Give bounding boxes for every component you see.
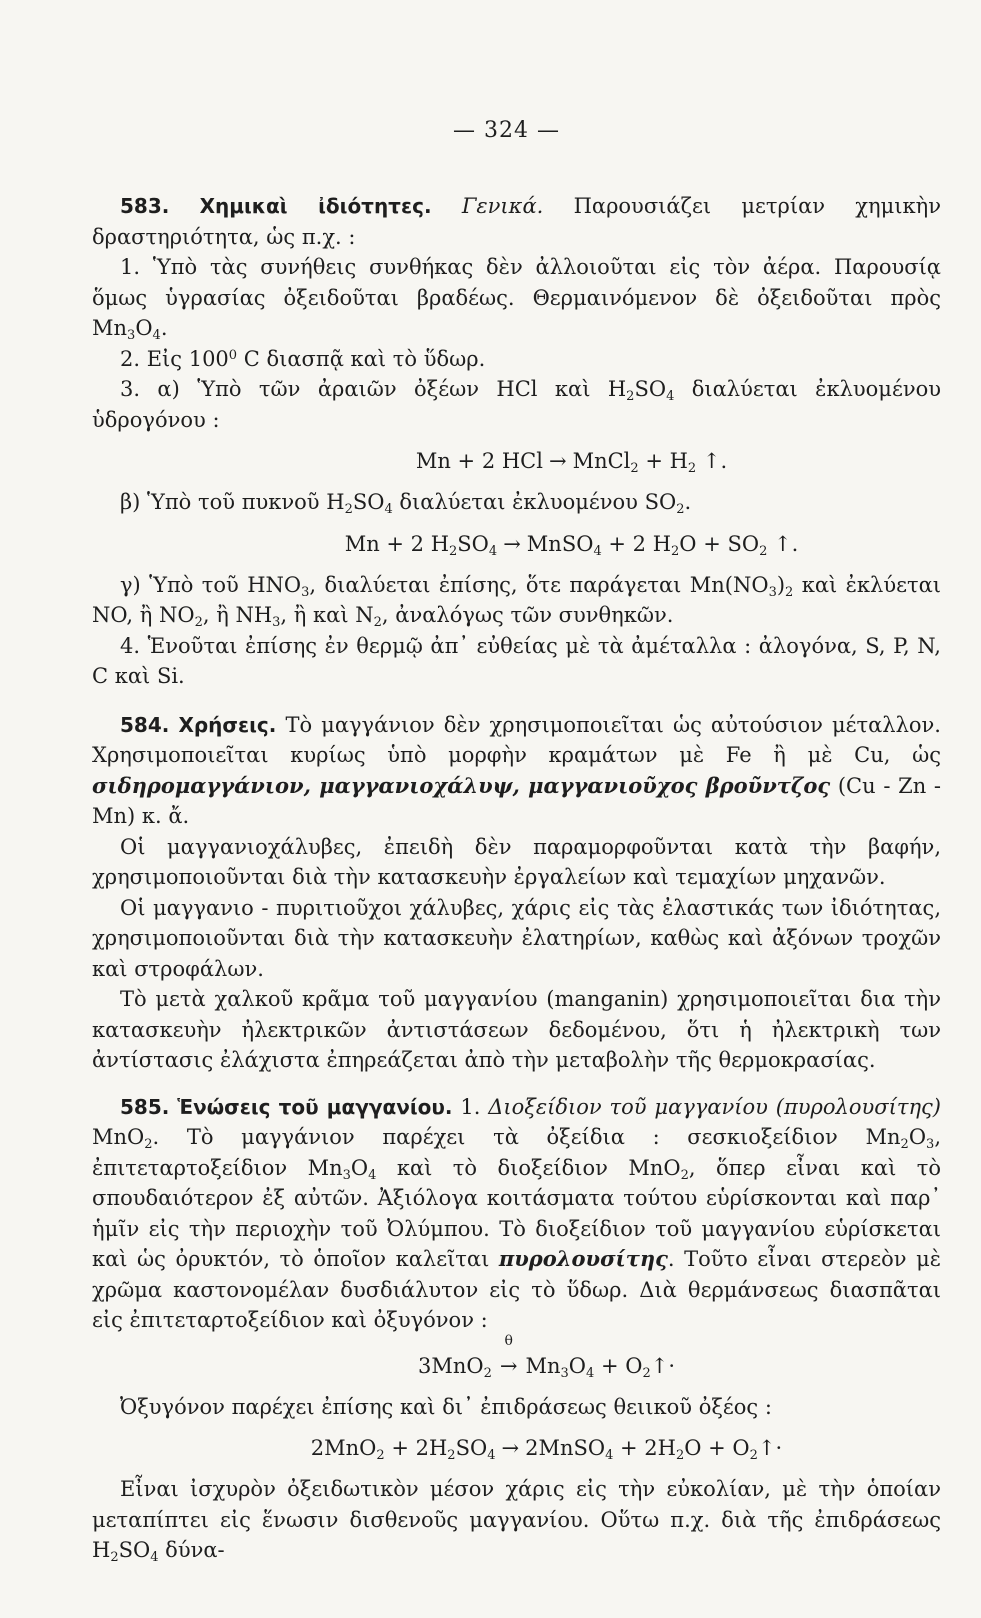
section-583-intro: [92, 191, 941, 252]
item-2: 2. Εἰς $100^0$ C διασπᾷ καὶ τὸ ὕδωρ.: [120, 346, 486, 371]
section-title-585: Ἑνώσεις τοῦ μαγγανίου.: [177, 1094, 453, 1119]
section-number-583: 583.: [120, 194, 170, 218]
page-number: — 324 —: [453, 118, 560, 143]
section-number-585: 585.: [120, 1094, 170, 1119]
lead-italic: Γενικά.: [461, 194, 544, 218]
item-1: 1. Ὑπὸ τὰς συνήθεις συνθήκας δὲν ἀλλοιοῦται εἰς τὸν ἀέρα. Παρουσίᾳ ὅμως ὑγρασίας ὀξειδοῦται βραδέως. Θερμαινόμενον δὲ ὀξειδοῦται πρὸς $Mn_3O_4$.: [92, 255, 941, 343]
equation-1: Mn + 2 HCl → MnCl$_2$ + $H_2$ ↑.: [92, 445, 941, 477]
subsection-title: Διοξείδιον τοῦ μαγγανίου (πυρολουσίτης): [488, 1094, 941, 1119]
equation-2: Mn + 2 $H_2SO_4$ → MnSO$_4$ + 2 $H_2O + SO_2$ ↑.: [92, 528, 941, 560]
section-584-p3: Οἱ μαγγανιο - πυριτιοῦχοι χάλυβες, χάρις εἰς τὰς ἐλαστικάς των ἰδιότητας, χρησιμοποιοῦνται διὰ τὴν κατασκευὴν ἐλατηρίων, καθὼς καὶ ἀξόνων τροχῶν καὶ στροφάλων.: [92, 895, 941, 981]
section-title-583: Χημικαὶ ἰδιότητες.: [199, 194, 432, 218]
heat-arrow: θ →: [499, 1332, 518, 1378]
section-585-p2: Ὀξυγόνον παρέχει ἐπίσης καὶ δι᾽ ἐπιδράσεως θειικοῦ ὀξέος :: [120, 1394, 772, 1419]
section-title-584: Χρήσεις.: [178, 712, 277, 737]
section-584-p1: 584. Χρήσεις. Τὸ μαγγάνιον δὲν χρησιμοποιεῖται ὡς αὐτούσιον μέταλλον. Χρησιμοποιεῖται κυρίως ὑπὸ μορφὴν κραμάτων μὲ Fe ἢ μὲ Cu, ὡς σιδηρομαγγάνιον, μαγγανιοχάλυψ, μαγγανιοῦχος βροῦντζος (Cu - Zn - Mn) κ. ἄ.: [92, 712, 942, 828]
mineral-name: πυρολουσίτης: [498, 1246, 668, 1271]
equation-3: 3MnO$_2$ θ → $Mn_3O_4$ + $O_2↑\cdot$: [417, 1332, 676, 1381]
alloy-names: σιδηρομαγγάνιον, μαγγανιοχάλυψ, μαγγανιοῦχος βροῦντζος: [92, 772, 831, 798]
reaction-arrow: →: [503, 531, 521, 556]
section-585-p3: Εἶναι ἰσχυρὸν ὀξειδωτικὸν μέσον χάρις εἰς τὴν εὐκολίαν, μὲ τὴν ὁποίαν μεταπίπτει εἰς ἕνωσιν δισθενοῦς μαγγανίου. Οὕτω π.χ. διὰ τῆς ἐπιδράσεως $H_2SO_4$ δύνα-: [92, 1477, 941, 1565]
lead-text: Παρουσιάζει μετρίαν χημικὴν δραστηριότητα, ὡς π.χ. :: [92, 194, 941, 249]
item-4: 4. Ἑνοῦται ἐπίσης ἐν θερμῷ ἀπ᾽ εὐθείας μὲ τὰ ἀμέταλλα : ἀλογόνα, S, P, N, C καὶ Si.: [92, 633, 941, 688]
section-number-584: 584.: [120, 712, 170, 737]
equation-4: $2MnO_2 + 2H_2SO_4$ → 2MnSO$_4$ + $2H_2O$ + $O_2↑\cdot$: [92, 1432, 941, 1464]
theta-label: θ: [504, 1332, 513, 1349]
section-584-p4: Τὸ μετὰ χαλκοῦ κρᾶμα τοῦ μαγγανίου (manganin) χρησιμοποιεῖται δια τὴν κατασκευὴν ἠλεκτρικῶν ἀντιστάσεων δεδομένου, ὅτι ἡ ἠλεκτρικὴ των ἀντίστασις ἐλάχιστα ἐπηρεάζεται ἀπὸ τὴν μεταβολὴν τῆς θερμοκρασίας.: [92, 987, 941, 1072]
section-584-p2: Οἱ μαγγανιοχάλυβες, ἐπειδὴ δὲν παραμορφοῦνται κατὰ τὴν βαφήν, χρησιμοποιοῦνται διὰ τὴν κατασκευὴν ἐργαλείων καὶ τεμαχίων μηχανῶν.: [92, 834, 941, 889]
item-3a: 3. α) Ὑπὸ τῶν ἀραιῶν ὀξέων HCl καὶ $H_2SO_4$ διαλύεται ἐκλυομένου ὑδρογόνου :: [92, 377, 941, 432]
item-3c: γ) Ὑπὸ τοῦ $HNO_3$, διαλύεται ἐπίσης, ὅτε παράγεται $Mn(NO_3)_2$ καὶ ἐκλύεται NO, ἢ $NO_2$, ἢ $NH_3$, ἢ καὶ $N_2$, ἀναλόγως τῶν συνθηκῶν.: [92, 572, 941, 630]
reaction-arrow: →: [548, 449, 567, 473]
book-page: [0, 118, 981, 1618]
item-3b: β) Ὑπὸ τοῦ πυκνοῦ $H_2SO_4$ διαλύεται ἐκλυομένου $SO_2$.: [120, 490, 692, 517]
section-585-p1: 585. Ἑνώσεις τοῦ μαγγανίου. 1. Διοξείδιον τοῦ μαγγανίου (πυρολουσίτης) MnO$_2$. Τὸ μαγγάνιον παρέχει τὰ ὀξείδια : σεσκιοξείδιον $Mn_2O_3$, ἐπιτεταρτοξείδιον $Mn_3O_4$ καὶ τὸ διοξείδιον MnO$_2$, ὅπερ εἶναι καὶ τὸ σπουδαιότερον ἐξ αὐτῶν. Ἀξιόλογα κοιτάσματα τούτου εὑρίσκονται καὶ παρ᾽ ἡμῖν εἰς τὴν περιοχὴν τοῦ Ὀλύμπου. Τὸ διοξείδιον τοῦ μαγγανίου εὑρίσκεται καὶ ὡς ὀρυκτόν, τὸ ὁποῖον καλεῖται πυρολουσίτης. Τοῦτο εἶναι στερεὸν μὲ χρῶμα καστονομέλαν δυσδιάλυτον εἰς τὸ ὕδωρ. Διὰ θερμάνσεως διασπᾶται εἰς ἐπιτεταρτοξείδιον καὶ ὀξυγόνον :: [92, 1094, 941, 1332]
reaction-arrow: →: [501, 1436, 520, 1460]
